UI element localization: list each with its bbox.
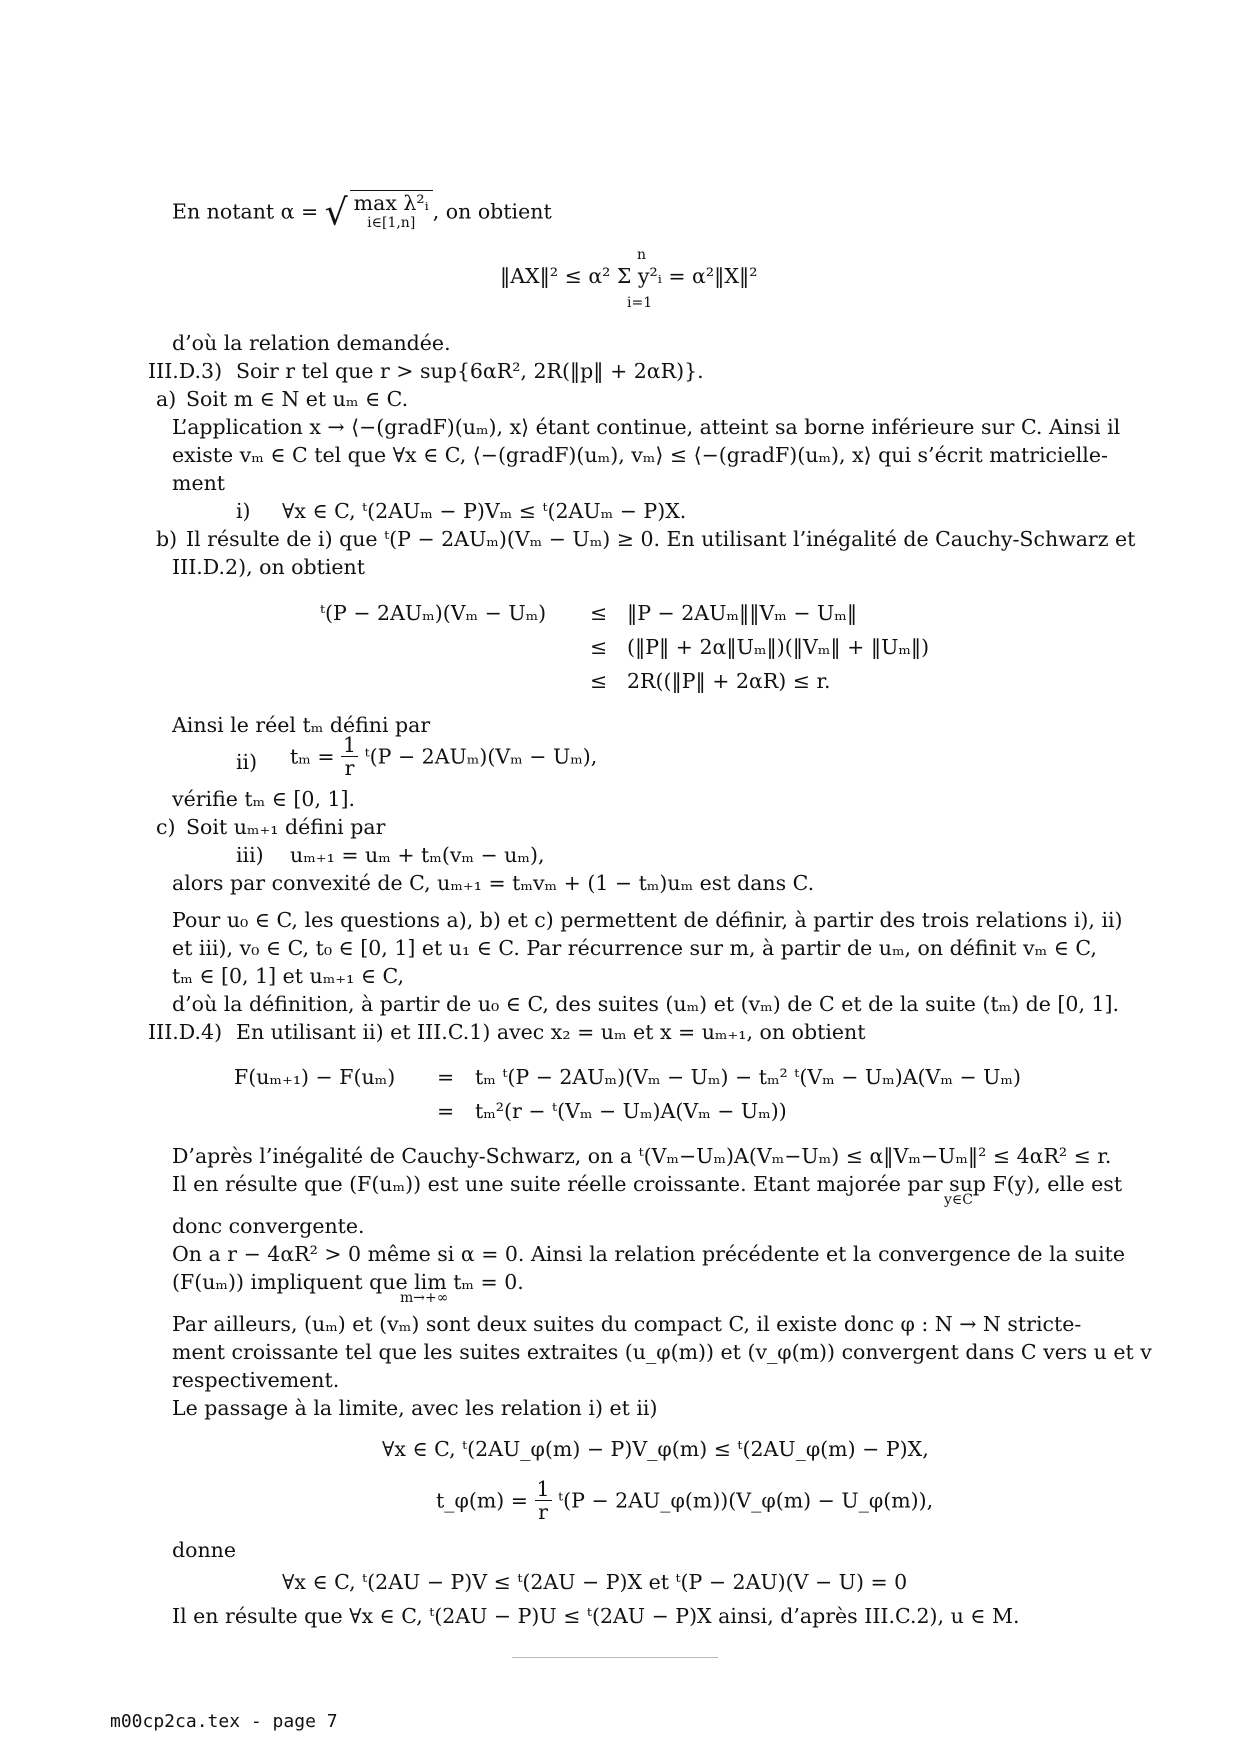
equation-ii xyxy=(290,734,597,779)
section-label: III.D.4) xyxy=(148,1020,223,1044)
text-line: Soit uₘ₊₁ défini par xyxy=(186,815,386,839)
text-line: respectivement. xyxy=(172,1368,340,1392)
equation-relations xyxy=(437,1060,454,1128)
equation-text: (‖P‖ + 2α‖Uₘ‖)(‖Vₘ‖ + ‖Uₘ‖) xyxy=(627,635,930,659)
text-line: III.D.2), on obtient xyxy=(172,555,365,579)
text-line: Par ailleurs, (uₘ) et (vₘ) sont deux suites du compact C, il existe donc φ : N → N stricte- xyxy=(172,1312,1082,1336)
text-line: Il en résulte que (F(uₘ)) est une suite réelle croissante. Etant majorée par sup F(y), elle est xyxy=(172,1172,1123,1196)
equation-text: t_φ(m) = xyxy=(436,1488,528,1513)
equation-limit-t xyxy=(436,1478,933,1523)
text-line: D’après l’inégalité de Cauchy-Schwarz, on a ᵗ(Vₘ−Uₘ)A(Vₘ−Uₘ) ≤ α‖Vₘ−Uₘ‖² ≤ 4αR² ≤ r. xyxy=(172,1144,1112,1168)
relation-symbol: = xyxy=(437,1099,455,1123)
fraction-denominator: r xyxy=(538,1500,548,1524)
text-segment: En notant α = xyxy=(172,199,319,224)
text-line: donne xyxy=(172,1538,237,1562)
item-label: b) xyxy=(156,527,178,551)
text-line: donc convergente. xyxy=(172,1214,365,1238)
text-line: En utilisant ii) et III.C.1) avec x₂ = uₘ et x = uₘ₊₁, on obtient xyxy=(236,1020,866,1044)
text-segment: , on obtient xyxy=(432,199,552,224)
item-label: c) xyxy=(156,815,176,839)
item-label: a) xyxy=(156,387,177,411)
fraction xyxy=(341,734,358,779)
fraction-numerator: 1 xyxy=(536,1477,550,1501)
lim-subscript: m→+∞ xyxy=(400,1290,449,1306)
text-line: et iii), v₀ ∈ C, t₀ ∈ [0, 1] et u₁ ∈ C. Par récurrence sur m, à partir de uₘ, on définit vₘ ∈ C, xyxy=(172,936,1097,960)
sum-upper: n xyxy=(637,247,647,263)
equation-text: ᵗ(P − 2AUₘ)(Vₘ − Uₘ), xyxy=(364,744,598,769)
equation-norm xyxy=(500,262,757,290)
text-line: L’application x → ⟨−(gradF)(uₘ), x⟩ étant continue, atteint sa borne inférieure sur C. Ainsi il xyxy=(172,415,1121,439)
relation-label: ii) xyxy=(236,750,258,774)
text-line: Il résulte de i) que ᵗ(P − 2AUₘ)(Vₘ − Uₘ) ≥ 0. En utilisant l’inégalité de Cauchy-Schwarz et xyxy=(186,527,1136,551)
relation-symbol: ≤ xyxy=(590,669,608,693)
page-footer: m00cp2ca.tex - page 7 xyxy=(110,1711,338,1732)
text-line: Il en résulte que ∀x ∈ C, ᵗ(2AU − P)U ≤ ᵗ(2AU − P)X ainsi, d’après III.C.2), u ∈ M. xyxy=(172,1604,1020,1628)
equation-text: ‖P − 2AUₘ‖‖Vₘ − Uₘ‖ xyxy=(627,601,858,625)
equation-text: tₘ²(r − ᵗ(Vₘ − Uₘ)A(Vₘ − Uₘ)) xyxy=(475,1099,787,1123)
equation-lhs: F(uₘ₊₁) − F(uₘ) xyxy=(234,1065,396,1089)
equation-lhs: ᵗ(P − 2AUₘ)(Vₘ − Uₘ) xyxy=(320,601,547,625)
text-line: Le passage à la limite, avec les relation i) et ii) xyxy=(172,1396,658,1420)
text-line: existe vₘ ∈ C tel que ∀x ∈ C, ⟨−(gradF)(uₘ), vₘ⟩ ≤ ⟨−(gradF)(uₘ), x⟩ qui s’écrit matricielle- xyxy=(172,443,1108,467)
text-line: vérifie tₘ ∈ [0, 1]. xyxy=(172,787,356,811)
equation-text: ‖AX‖² ≤ α² Σ y²ᵢ = α²‖X‖² xyxy=(500,264,758,288)
equation-text: ∀x ∈ C, ᵗ(2AUₘ − P)Vₘ ≤ ᵗ(2AUₘ − P)X. xyxy=(282,499,687,523)
text-line: ment croissante tel que les suites extraites (u_φ(m)) et (v_φ(m)) convergent dans C vers u et v xyxy=(172,1340,1152,1364)
equation-rhs xyxy=(627,596,929,698)
text-line: alors par convexité de C, uₘ₊₁ = tₘvₘ + (1 − tₘ)uₘ est dans C. xyxy=(172,871,815,895)
fraction-numerator: 1 xyxy=(343,733,357,757)
text-line: Pour u₀ ∈ C, les questions a), b) et c) permettent de définir, à partir des trois relations i), ii) xyxy=(172,908,1123,932)
sum-lower: i=1 xyxy=(627,295,653,311)
relation-symbol: ≤ xyxy=(590,635,608,659)
fraction-denominator: r xyxy=(344,756,355,780)
text-line: tₘ ∈ [0, 1] et uₘ₊₁ ∈ C, xyxy=(172,964,405,988)
relation-label: iii) xyxy=(236,843,264,867)
equation-text: 2R((‖P‖ + 2αR) ≤ r. xyxy=(627,669,831,693)
text-line xyxy=(172,190,552,233)
equation-text: uₘ₊₁ = uₘ + tₘ(vₘ − uₘ), xyxy=(290,843,545,867)
sqrt-subscript: i∈[1,n] xyxy=(367,215,416,231)
equation-text: ∀x ∈ C, ᵗ(2AU − P)V ≤ ᵗ(2AU − P)X et ᵗ(P − 2AU)(V − U) = 0 xyxy=(282,1570,908,1594)
equation-text: tₘ ᵗ(P − 2AUₘ)(Vₘ − Uₘ) − tₘ² ᵗ(Vₘ − Uₘ)A(Vₘ − Uₘ) xyxy=(475,1065,1021,1089)
text-line: d’où la relation demandée. xyxy=(172,331,451,355)
text-line: Ainsi le réel tₘ défini par xyxy=(172,713,431,737)
equation-rhs xyxy=(475,1060,1021,1128)
text-line: Soir r tel que r > sup{6αR², 2R(‖p‖ + 2αR)}. xyxy=(236,359,704,383)
text-line: Soit m ∈ N et uₘ ∈ C. xyxy=(186,387,409,411)
sqrt-content: max λ²ᵢ xyxy=(353,191,429,215)
sqrt-sign: √ xyxy=(324,192,348,234)
equation-text: tₘ = xyxy=(290,744,335,769)
sup-subscript: y∈C xyxy=(944,1192,973,1208)
text-line: On a r − 4αR² > 0 même si α = 0. Ainsi la relation précédente et la convergence de la suite xyxy=(172,1242,1126,1266)
equation-text: ᵗ(P − 2AU_φ(m))(V_φ(m) − U_φ(m)), xyxy=(558,1488,934,1513)
relation-symbol: = xyxy=(437,1065,455,1089)
fraction xyxy=(535,1478,552,1523)
separator-rule xyxy=(512,1657,718,1658)
equation-text: ∀x ∈ C, ᵗ(2AU_φ(m) − P)V_φ(m) ≤ ᵗ(2AU_φ(m) − P)X, xyxy=(382,1437,929,1461)
section-label: III.D.3) xyxy=(148,359,223,383)
text-line: ment xyxy=(172,471,226,495)
text-line: (F(uₘ)) impliquent que lim tₘ = 0. xyxy=(172,1270,524,1294)
sqrt-body xyxy=(350,190,433,233)
equation-relations xyxy=(590,596,607,698)
relation-label: i) xyxy=(236,499,251,523)
relation-symbol: ≤ xyxy=(590,601,608,625)
text-line: d’où la définition, à partir de u₀ ∈ C, des suites (uₘ) et (vₘ) de C et de la suite (tₘ) de [0, 1]. xyxy=(172,992,1120,1016)
